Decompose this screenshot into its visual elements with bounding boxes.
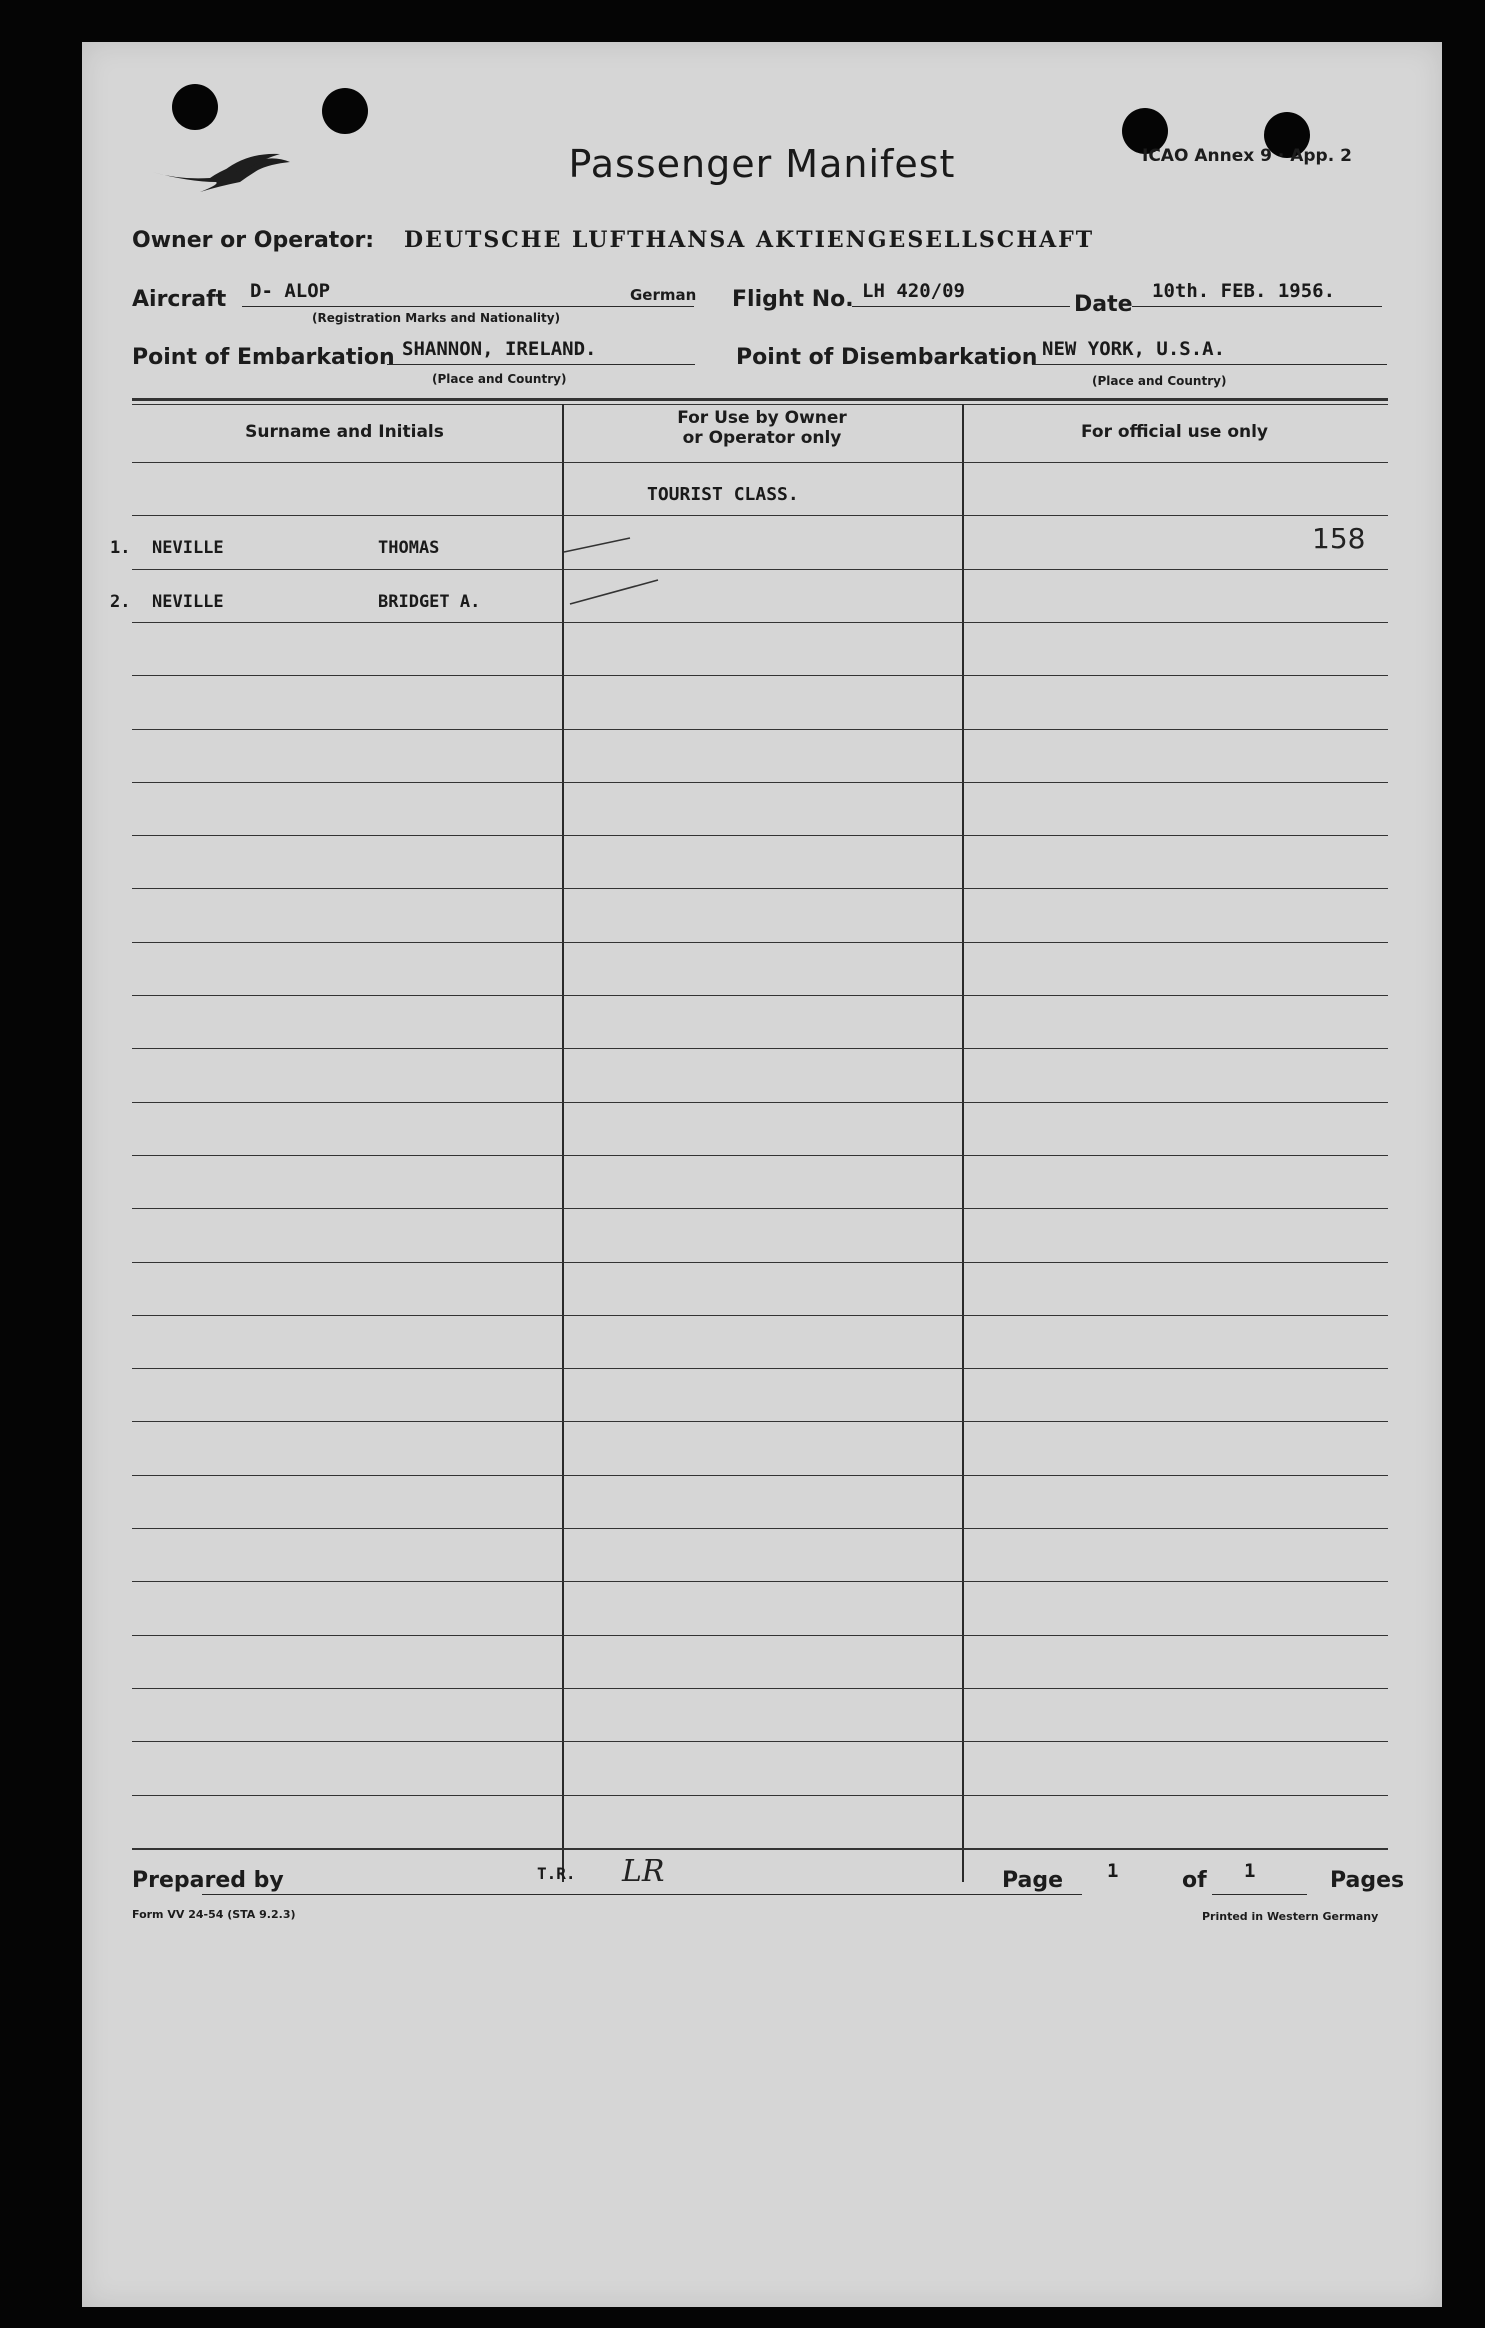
table-row — [132, 569, 1388, 570]
aircraft-label: Aircraft — [132, 287, 227, 312]
table-row — [132, 1262, 1388, 1263]
page-value: 1 — [1107, 1860, 1119, 1882]
table-row — [132, 1741, 1388, 1742]
page-label: Page — [1002, 1868, 1064, 1893]
passenger-given-name: BRIDGET A. — [378, 592, 481, 612]
passenger-given-name: THOMAS — [378, 538, 440, 558]
table-row — [132, 1102, 1388, 1103]
table-row — [132, 462, 1388, 463]
table-row — [132, 888, 1388, 889]
owner-label: Owner or Operator: — [132, 228, 375, 253]
table-row — [132, 1795, 1388, 1796]
aircraft-value: D- ALOP — [250, 280, 331, 302]
column-divider — [562, 404, 564, 1882]
flight-label: Flight No. — [732, 287, 854, 312]
passenger-surname: NEVILLE — [152, 592, 224, 612]
aircraft-nationality: German — [630, 286, 697, 304]
table-row — [132, 1315, 1388, 1316]
embark-underline — [387, 364, 695, 365]
embark-caption: (Place and Country) — [432, 372, 567, 386]
table-row — [132, 1048, 1388, 1049]
official-number: 158 — [1312, 522, 1366, 555]
disembark-value: NEW YORK, U.S.A. — [1042, 338, 1226, 360]
disembark-underline — [1032, 364, 1387, 365]
embark-value: SHANNON, IRELAND. — [402, 338, 597, 360]
table-row — [132, 1528, 1388, 1529]
table-row — [132, 622, 1388, 623]
column-header-owner-line1: For Use by Owner — [677, 408, 847, 428]
prepared-underline — [202, 1894, 1082, 1895]
table-row — [132, 1635, 1388, 1636]
date-underline — [1132, 306, 1382, 307]
table-row — [132, 1848, 1388, 1850]
table-row — [132, 1155, 1388, 1156]
prepared-label: Prepared by — [132, 1868, 284, 1893]
table-row — [132, 1368, 1388, 1369]
disembark-caption: (Place and Country) — [1092, 374, 1227, 388]
class-note: TOURIST CLASS. — [647, 484, 799, 505]
passenger-number: 1. — [110, 538, 131, 558]
date-label: Date — [1074, 292, 1133, 317]
table-row — [132, 1688, 1388, 1689]
prepared-signature: LR — [622, 1854, 665, 1889]
aircraft-caption: (Registration Marks and Nationality) — [312, 311, 561, 325]
table-row — [132, 942, 1388, 943]
owner-value: DEUTSCHE LUFTHANSA AKTIENGESELLSCHAFT — [404, 227, 1095, 253]
table-top-rule — [132, 398, 1388, 401]
table-row — [132, 1475, 1388, 1476]
table-row — [132, 835, 1388, 836]
printed-in: Printed in Western Germany — [1202, 1910, 1379, 1923]
pages-underline — [1212, 1894, 1307, 1895]
table-row — [132, 1421, 1388, 1422]
column-divider — [962, 404, 964, 1882]
passenger-number: 2. — [110, 592, 131, 612]
pages-value: 1 — [1244, 1860, 1256, 1882]
column-header-surname: Surname and Initials — [245, 422, 444, 442]
manifest-sheet — [82, 42, 1442, 2307]
flight-value: LH 420/09 — [862, 280, 965, 302]
annex-label: ICAO Annex 9 · App. 2 — [1142, 146, 1352, 166]
form-code: Form VV 24-54 (STA 9.2.3) — [132, 1908, 296, 1921]
page-title: Passenger Manifest — [568, 142, 956, 186]
date-value: 10th. FEB. 1956. — [1152, 280, 1336, 302]
flight-underline — [852, 306, 1070, 307]
embark-label: Point of Embarkation — [132, 345, 395, 370]
of-label: of — [1182, 1868, 1207, 1893]
prepared-value: T.R. — [537, 1864, 576, 1883]
table-row — [132, 782, 1388, 783]
column-header-owner-line2: or Operator only — [682, 428, 842, 448]
punch-hole — [322, 88, 368, 134]
table-row — [132, 1581, 1388, 1582]
table-row — [132, 1208, 1388, 1209]
aircraft-underline — [242, 306, 694, 307]
table-row — [132, 515, 1388, 516]
column-header-official: For official use only — [1080, 422, 1269, 442]
pages-label: Pages — [1330, 1868, 1405, 1893]
tick-marks — [562, 512, 682, 612]
table-row — [132, 729, 1388, 730]
punch-hole — [172, 84, 218, 130]
table-row — [132, 995, 1388, 996]
disembark-label: Point of Disembarkation — [736, 345, 1038, 370]
table-row — [132, 675, 1388, 676]
table-top-rule — [132, 404, 1388, 405]
passenger-surname: NEVILLE — [152, 538, 224, 558]
